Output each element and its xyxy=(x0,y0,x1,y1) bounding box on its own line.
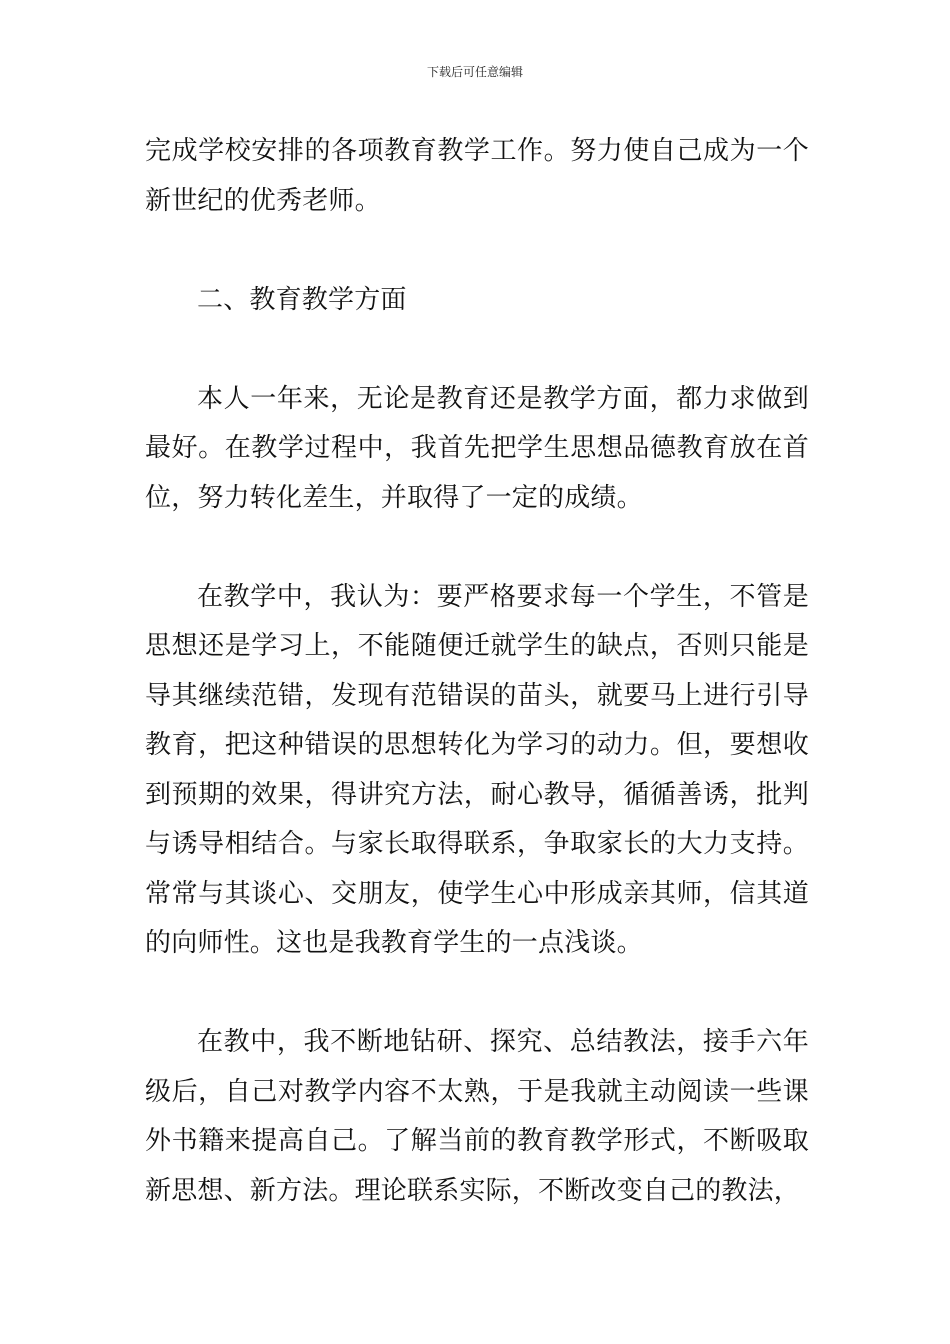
paragraph-overview: 本人一年来，无论是教育还是教学方面，都力求做到最好。在教学过程中，我首先把学生思想品德教育放在首位，努力转化差生，并取得了一定的成绩。 xyxy=(145,383,809,513)
paragraph-teaching-views: 在教学中，我认为：要严格要求每一个学生，不管是思想还是学习上，不能随便迁就学生的缺点，否则只能是导其继续范错，发现有范错误的苗头，就要马上进行引导教育，把这种错误的思想转化为学习的动力。但，要想收到预期的效果，得讲究方法，耐心教导，循循善诱，批判与诱导相结合。与家长取得联系，争取家长的大力支持。常常与其谈心、交朋友，使学生心中形成亲其师，信其道的向师性。这也是我教育学生的一点浅谈。 xyxy=(145,581,809,958)
paragraph-teaching-methods: 在教中，我不断地钻研、探究、总结教法，接手六年级后，自己对教学内容不太熟，于是我就主动阅读一些课外书籍来提高自己。了解当前的教育教学形式，不断吸取新思想、新方法。理论联系实际，不断改变自己的教法， xyxy=(145,1027,809,1206)
document-body xyxy=(145,127,809,1216)
page-header: 下载后可任意编辑 xyxy=(426,65,523,79)
section-heading: 二、教育教学方面 xyxy=(197,284,407,315)
paragraph-continuation: 完成学校安排的各项教育教学工作。努力使自己成为一个新世纪的优秀老师。 xyxy=(145,136,809,216)
